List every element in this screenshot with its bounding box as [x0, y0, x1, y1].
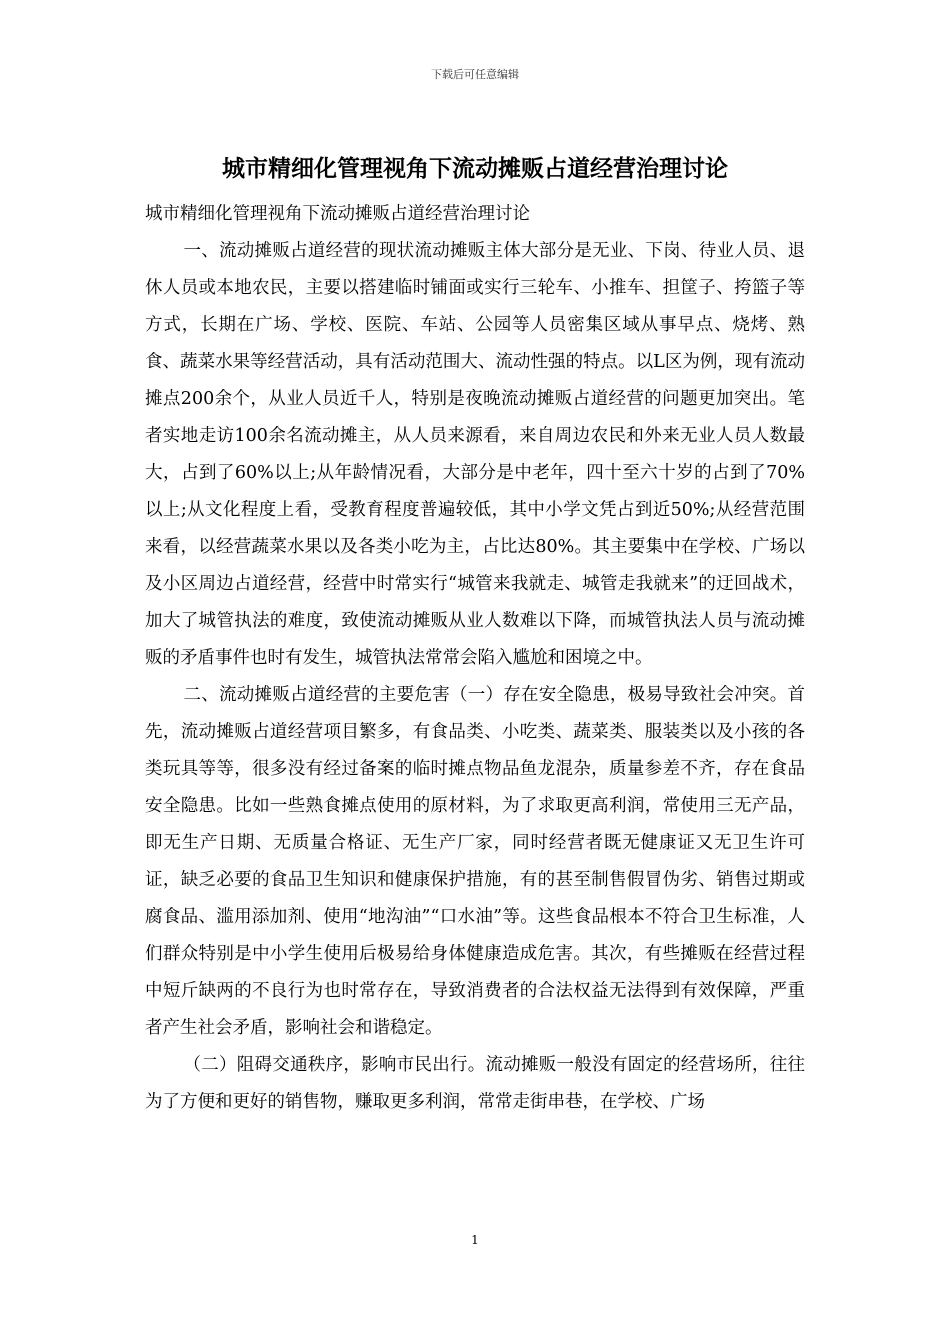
paragraph-1: 一、流动摊贩占道经营的现状流动摊贩主体大部分是无业、下岗、待业人员、退休人员或本地农民，主要以搭建临时铺面或实行三轮车、小推车、担筐子、挎篮子等方式，长期在广场、学校、医院、车站、公园等人员密集区域从事早点、烧烤、熟食、蔬菜水果等经营活动，具有活动范围大、流动性强的特点。以L区为例，现有流动摊点200余个，从业人员近千人，特别是夜晚流动摊贩占道经营的问题更加突出。笔者实地走访100余名流动摊主，从人员来源看，来自周边农民和外来无业人员人数最大，占到了60%以上;从年龄情况看，大部分是中老年，四十至六十岁的占到了70%以上;从文化程度上看，受教育程度普遍较低，其中小学文凭占到近50%;从经营范围来看，以经营蔬菜水果以及各类小吃为主，占比达80%。其主要集中在学校、广场以及小区周边占道经营，经营中时常实行“城管来我就走、城管走我就来”的迂回战术，加大了城管执法的难度，致使流动摊贩从业人数难以下降，而城管执法人员与流动摊贩的矛盾事件也时有发生，城管执法常常会陷入尴尬和困境之中。	[145, 241, 805, 668]
page-number: 1	[471, 1233, 479, 1247]
paragraph-2: 二、流动摊贩占道经营的主要危害（一）存在安全隐患，极易导致社会冲突。首先，流动摊贩占道经营项目繁多，有食品类、小吃类、蔬菜类、服装类以及小孩的各类玩具等等，很多没有经过备案的临时摊点物品鱼龙混杂，质量参差不齐，存在食品安全隐患。比如一些熟食摊点使用的原材料，为了求取更高利润，常使用三无产品，即无生产日期、无质量合格证、无生产厂家，同时经营者既无健康证又无卫生许可证，缺乏必要的食品卫生知识和健康保护措施，有的甚至制售假冒伪劣、销售过期或腐食品、滥用添加剂、使用“地沟油”“口水油”等。这些食品根本不符合卫生标准，人们群众特别是中小学生使用后极易给身体健康造成危害。其次，有些摊贩在经营过程中短斤缺两的不良行为也时常存在，导致消费者的合法权益无法得到有效保障，严重者产生社会矛盾，影响社会和谐稳定。	[145, 685, 805, 1038]
paragraph-3: （二）阻碍交通秩序，影响市民出行。流动摊贩一般没有固定的经营场所，往往为了方便和更好的销售物，赚取更多利润，常常走街串巷，在学校、广场	[145, 1055, 805, 1112]
document-title: 城市精细化管理视角下流动摊贩占道经营治理讨论	[222, 155, 728, 182]
header-note: 下载后可任意编辑	[431, 68, 519, 81]
document-body	[145, 196, 805, 1121]
subtitle: 城市精细化管理视角下流动摊贩占道经营治理讨论	[145, 204, 530, 224]
